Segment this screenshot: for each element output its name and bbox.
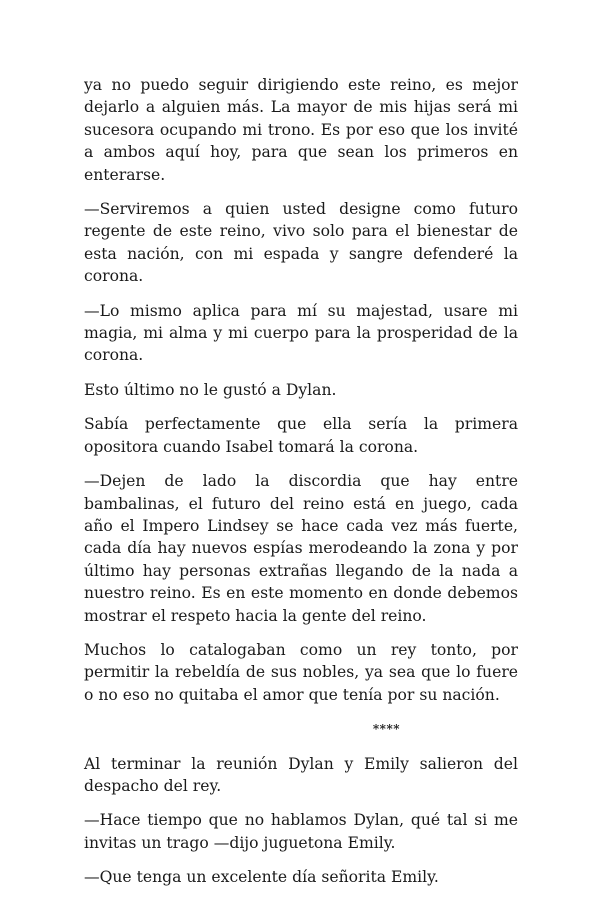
paragraph-10: —Que tenga un excelente día señorita Emily.: [84, 868, 439, 887]
paragraph-3: —Lo mismo aplica para mí su majestad, usare mi magia, mi alma y mi cuerpo para la prosperidad de la corona.: [84, 301, 518, 365]
paragraph-6: —Dejen de lado la discordia que hay entre bambalinas, el futuro del reino está en juego, cada año el Impero Lindsey se hace cada vez más fuerte, cada día hay nuevos espías merodeando la zona y por último hay personas extrañas llegando de la nada a nuestro reino. Es en este momento en donde debemos mostrar el respeto hacia la gente del reino.: [84, 472, 518, 625]
paragraph-7: Muchos lo catalogaban como un rey tonto, por permitir la rebeldía de sus nobles, ya sea que lo fuere o no eso no quitaba el amor que tenía por su nación.: [84, 640, 518, 704]
paragraph-8: Al terminar la reunión Dylan y Emily salieron del despacho del rey.: [84, 754, 518, 795]
paragraph-2: —Serviremos a quien usted designe como futuro regente de este reino, vivo solo para el bienestar de esta nación, con mi espada y sangre defenderé la corona.: [84, 200, 518, 286]
paragraph-4: Esto último no le gustó a Dylan.: [84, 380, 337, 399]
book-page: [84, 74, 518, 901]
paragraph-5: Sabía perfectamente que ella sería la primera opositora cuando Isabel tomará la corona.: [84, 415, 518, 456]
paragraph-1: ya no puedo seguir dirigiendo este reino, es mejor dejarlo a alguien más. La mayor de mis hijas será mi sucesora ocupando mi trono. Es por eso que los invité a ambos aquí hoy, para que sean los primeros en enterarse.: [84, 76, 518, 184]
paragraph-9: —Hace tiempo que no hablamos Dylan, qué tal si me invitas un trago —dijo juguetona Emily.: [84, 811, 518, 852]
scene-separator: ****: [372, 722, 400, 737]
